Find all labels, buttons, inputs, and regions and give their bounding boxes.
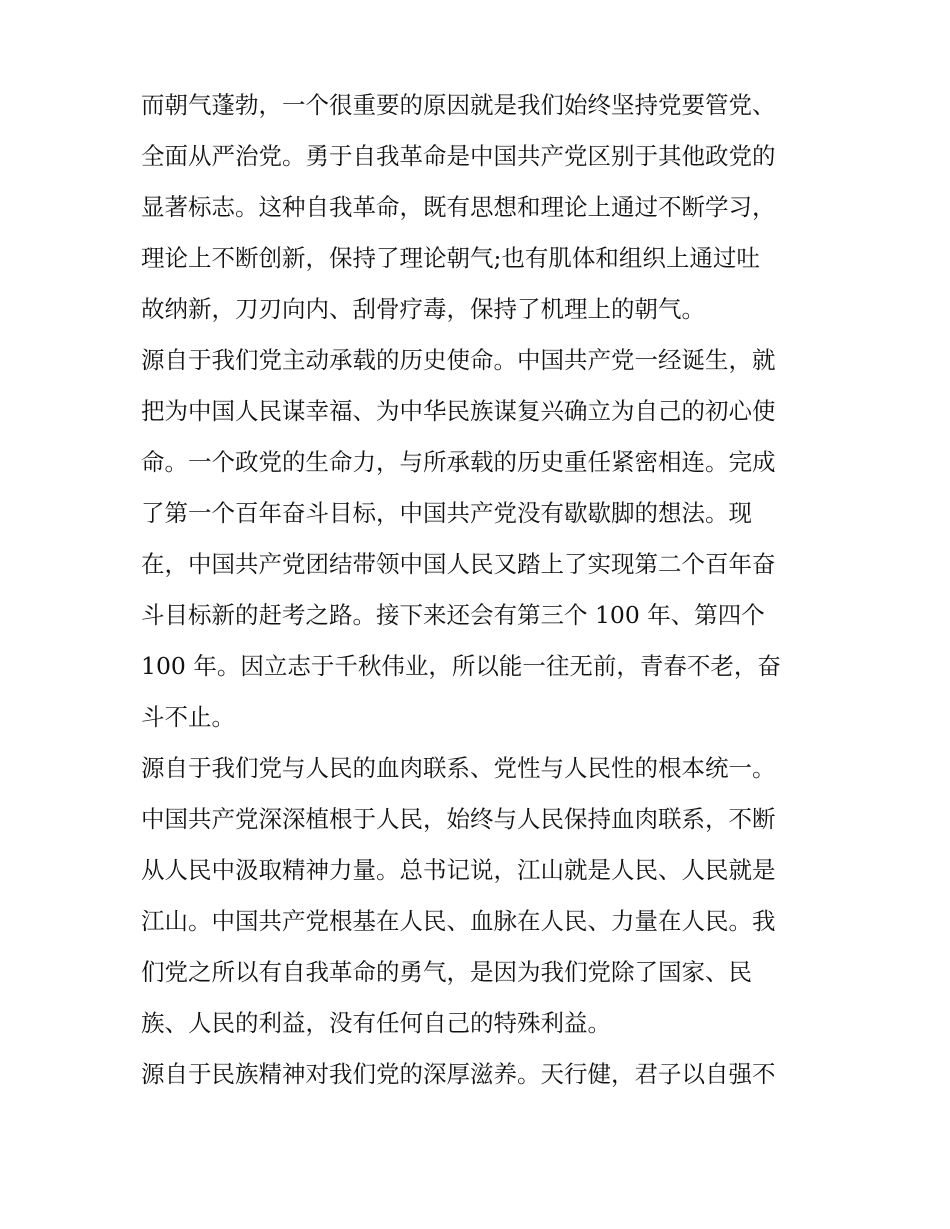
document-body [141, 80, 821, 1100]
text-line: 而朝气蓬勃，一个很重要的原因就是我们始终坚持党要管党、 [141, 91, 776, 119]
text-line: 从人民中汲取精神力量。总书记说，江山就是人民、人民就是 [141, 856, 776, 884]
text-line: 族、人民的利益，没有任何自己的特殊利益。 [141, 1009, 611, 1037]
text-line: 故纳新，刀刃向内、刮骨疗毒，保持了机理上的朝气。 [141, 295, 705, 323]
text-line: 源自于我们党主动承载的历史使命。中国共产党一经诞生，就 [141, 346, 776, 374]
text-line: 斗目标新的赶考之路。接下来还会有第三个 100 年、第四个 [141, 601, 765, 629]
text-line: 了第一个百年奋斗目标，中国共产党没有歇歇脚的想法。现 [141, 499, 752, 527]
text-line: 100 年。因立志于千秋伟业，所以能一往无前，青春不老，奋 [141, 652, 781, 680]
text-line: 源自于我们党与人民的血肉联系、党性与人民性的根本统一。 [141, 754, 776, 782]
text-line: 理论上不断创新，保持了理论朝气;也有肌体和组织上通过吐 [141, 244, 760, 272]
text-line: 源自于民族精神对我们党的深厚滋养。天行健，君子以自强不 [141, 1060, 776, 1088]
text-line: 在，中国共产党团结带领中国人民又踏上了实现第二个百年奋 [141, 550, 776, 578]
text-line: 全面从严治党。勇于自我革命是中国共产党区别于其他政党的 [141, 142, 776, 170]
text-line: 江山。中国共产党根基在人民、血脉在人民、力量在人民。我 [141, 907, 776, 935]
text-line: 显著标志。这种自我革命，既有思想和理论上通过不断学习， [141, 193, 776, 221]
text-line: 把为中国人民谋幸福、为中华民族谋复兴确立为自己的初心使 [141, 397, 776, 425]
text-line: 命。一个政党的生命力，与所承载的历史重任紧密相连。完成 [141, 448, 776, 476]
text-line: 中国共产党深深植根于人民，始终与人民保持血肉联系，不断 [141, 805, 776, 833]
text-line: 斗不止。 [141, 703, 235, 731]
text-line: 们党之所以有自我革命的勇气，是因为我们党除了国家、民 [141, 958, 752, 986]
